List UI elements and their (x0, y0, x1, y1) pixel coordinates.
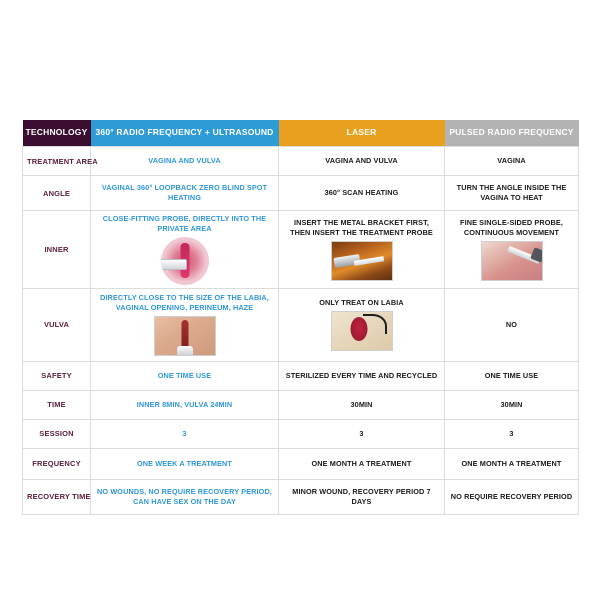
cell-text: 30MIN (500, 399, 523, 409)
cell-rf-vulva (91, 288, 279, 361)
header-label-technology: TECHNOLOGY (23, 120, 91, 146)
labia-speculum-photo (331, 311, 393, 351)
table-row (23, 147, 579, 176)
row-label-inner: INNER (23, 211, 91, 289)
cell-rf-inner (91, 211, 279, 289)
row-label-safety: SAFETY (23, 361, 91, 390)
header-label-rf: 360° RADIO FREQUENCY + ULTRASOUND (91, 120, 279, 146)
table-row (23, 211, 579, 289)
cell-prf-vulva (445, 288, 579, 361)
cell-rf-angle (91, 176, 279, 211)
cell-prf-inner (445, 211, 579, 289)
header-cell-prf (445, 120, 579, 147)
metal-bracket-probe-photo (331, 241, 393, 281)
cell-text: 360° SCAN HEATING (324, 188, 399, 198)
row-label-angle: ANGLE (23, 176, 91, 211)
cell-text: STERILIZED EVERY TIME AND RECYCLED (285, 370, 438, 380)
probe-in-tissue-circular-photo (161, 237, 209, 285)
cell-prf-session (445, 419, 579, 448)
single-sided-probe-photo (481, 241, 543, 281)
cell-rf-safety (91, 361, 279, 390)
labia-treatment-photo (154, 316, 216, 356)
cell-text: INSERT THE METAL BRACKET FIRST, THEN INSERT THE TREATMENT PROBE (290, 218, 433, 237)
cell-text: VAGINA (497, 156, 526, 166)
table-row (23, 390, 579, 419)
technology-comparison-table (22, 120, 579, 515)
cell-rf-recovery-time (91, 479, 279, 514)
table-row (23, 479, 579, 514)
cell-rf-time (91, 390, 279, 419)
cell-prf-treatment-area (445, 147, 579, 176)
header-cell-technology (23, 120, 91, 147)
row-label-vulva: VULVA (23, 288, 91, 361)
cell-text: ONLY TREAT ON LABIA (319, 298, 404, 308)
cell-laser-session (279, 419, 445, 448)
cell-rf-treatment-area (91, 147, 279, 176)
cell-laser-safety (279, 361, 445, 390)
row-label-frequency: FREQUENCY (23, 448, 91, 479)
cell-text: VAGINAL 360° LOOPBACK ZERO BLIND SPOT HEATING (101, 183, 268, 202)
cell-text: ONE MONTH A TREATMENT (461, 458, 562, 468)
cell-text: INNER 8MIN, VULVA 24MIN (136, 399, 233, 409)
table-row (23, 361, 579, 390)
cell-text: 3 (182, 428, 187, 438)
cell-prf-time (445, 390, 579, 419)
cell-text: VAGINA AND VULVA (325, 156, 398, 166)
cell-laser-vulva (279, 288, 445, 361)
cell-text: VAGINA AND VULVA (148, 156, 221, 166)
row-label-time: TIME (23, 390, 91, 419)
cell-prf-angle (445, 176, 579, 211)
header-cell-rf (91, 120, 279, 147)
row-label-recovery-time: RECOVERY TIME (23, 479, 91, 514)
cell-text: NO WOUNDS, NO REQUIRE RECOVERY PERIOD, CAN HAVE SEX ON THE DAY (97, 486, 272, 506)
row-label-session: SESSION (23, 419, 91, 448)
cell-text: ONE TIME USE (157, 370, 212, 380)
cell-laser-treatment-area (279, 147, 445, 176)
cell-text: ONE WEEK A TREATMENT (137, 458, 232, 468)
row-label-treatment-area: TREATMENT AREA (23, 147, 91, 176)
cell-rf-session (91, 419, 279, 448)
cell-text: ONE TIME USE (484, 370, 539, 380)
cell-prf-recovery-time (445, 479, 579, 514)
table-header-row (23, 120, 579, 147)
cell-text: 3 (509, 428, 514, 438)
cell-text: MINOR WOUND, RECOVERY PERIOD 7 DAYS (292, 486, 431, 506)
cell-text: ONE MONTH A TREATMENT (311, 458, 412, 468)
header-label-laser: LASER (279, 120, 445, 146)
table-row (23, 448, 579, 479)
cell-prf-frequency (445, 448, 579, 479)
header-cell-laser (279, 120, 445, 147)
table-row (23, 176, 579, 211)
cell-text: 30MIN (350, 399, 373, 409)
cell-laser-angle (279, 176, 445, 211)
cell-text: NO REQUIRE RECOVERY PERIOD (450, 491, 573, 501)
cell-prf-safety (445, 361, 579, 390)
comparison-table-container (22, 120, 578, 515)
header-label-prf: PULSED RADIO FREQUENCY (445, 120, 579, 146)
cell-text: TURN THE ANGLE INSIDE THE VAGINA TO HEAT (456, 183, 567, 202)
table-row (23, 419, 579, 448)
cell-laser-frequency (279, 448, 445, 479)
cell-laser-recovery-time (279, 479, 445, 514)
cell-text: FINE SINGLE-SIDED PROBE, CONTINUOUS MOVEMENT (460, 218, 563, 237)
cell-text: 3 (359, 428, 364, 438)
cell-laser-time (279, 390, 445, 419)
cell-text: DIRECTLY CLOSE TO THE SIZE OF THE LABIA, VAGINAL OPENING, PERINEUM, HAZE (100, 293, 269, 313)
cell-laser-inner (279, 211, 445, 289)
cell-rf-frequency (91, 448, 279, 479)
cell-text: NO (505, 319, 518, 329)
cell-text: CLOSE-FITTING PROBE, DIRECTLY INTO THE PRIVATE AREA (102, 214, 267, 233)
table-row (23, 288, 579, 361)
